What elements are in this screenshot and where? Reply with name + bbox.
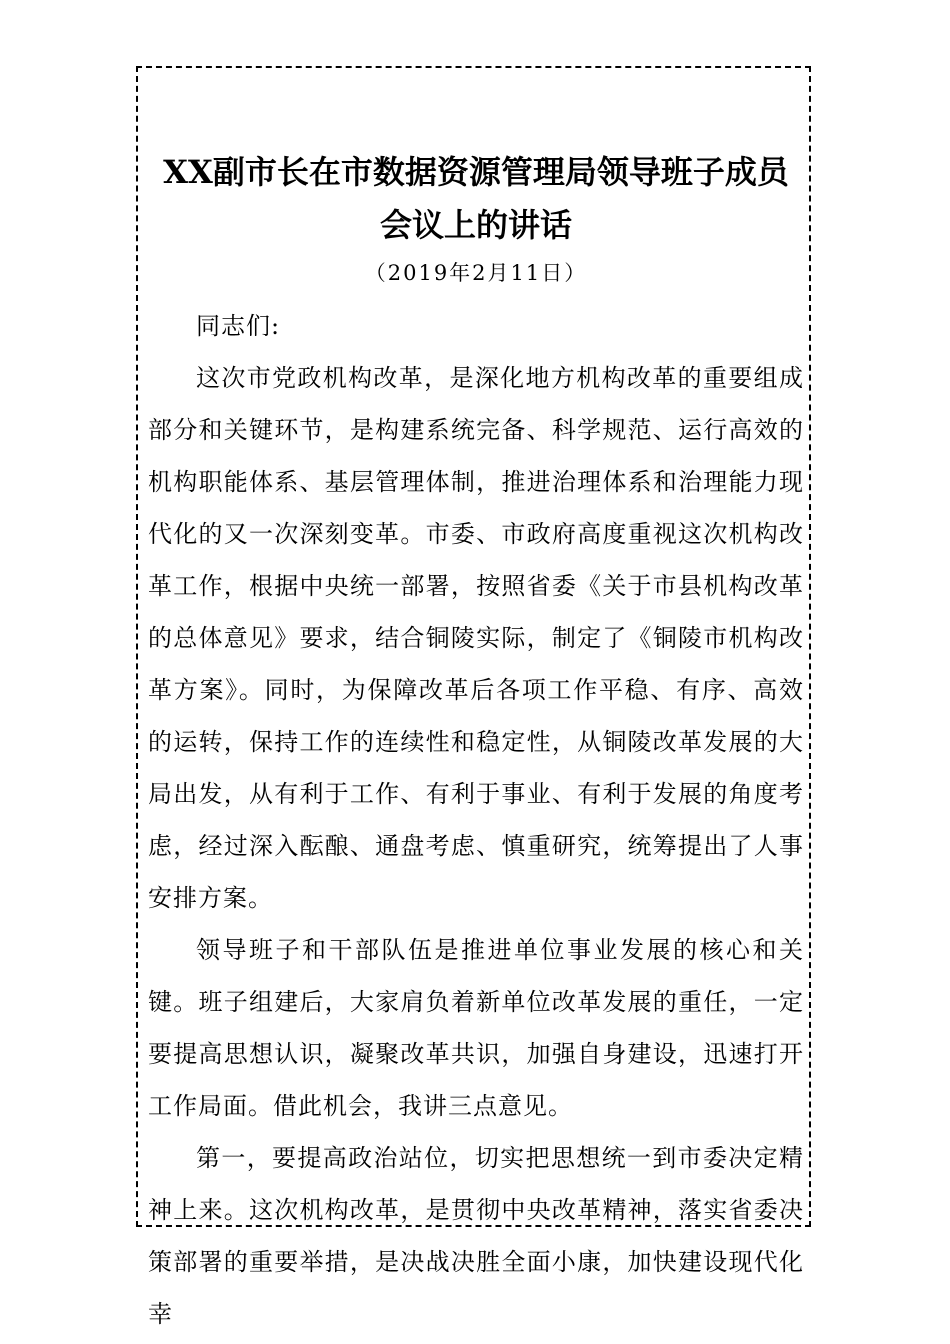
document-date: （2019年2月11日） xyxy=(364,261,588,285)
paragraph-3: 第一，要提高政治站位，切实把思想统一到市委决定精神上来。这次机构改革，是贯彻中央改革精神，落实省委决策部署的重要举措，是决战决胜全面小康，加快建设现代化幸 xyxy=(148,1144,804,1328)
document-body xyxy=(148,146,804,1340)
salutation: 同志们: xyxy=(196,312,281,340)
paragraph-2: 领导班子和干部队伍是推进单位事业发展的核心和关键。班子组建后，大家肩负着新单位改革发展的重任，一定要提高思想认识，凝聚改革共识，加强自身建设，迅速打开工作局面。借此机会，我讲三点意见。 xyxy=(148,936,804,1120)
document-title: XX副市长在市数据资源管理局领导班子成员会议上的讲话 xyxy=(163,153,789,244)
paragraph-1: 这次市党政机构改革，是深化地方机构改革的重要组成部分和关键环节，是构建系统完备、科学规范、运行高效的机构职能体系、基层管理体制，推进治理体系和治理能力现代化的又一次深刻变革。市委、市政府高度重视这次机构改革工作，根据中央统一部署，按照省委《关于市县机构改革的总体意见》要求，结合铜陵实际，制定了《铜陵市机构改革方案》。同时，为保障改革后各项工作平稳、有序、高效的运转，保持工作的连续性和稳定性，从铜陵改革发展的大局出发，从有利于工作、有利于事业、有利于发展的角度考虑，经过深入酝酿、通盘考虑、慎重研究，统筹提出了人事安排方案。 xyxy=(148,364,804,912)
